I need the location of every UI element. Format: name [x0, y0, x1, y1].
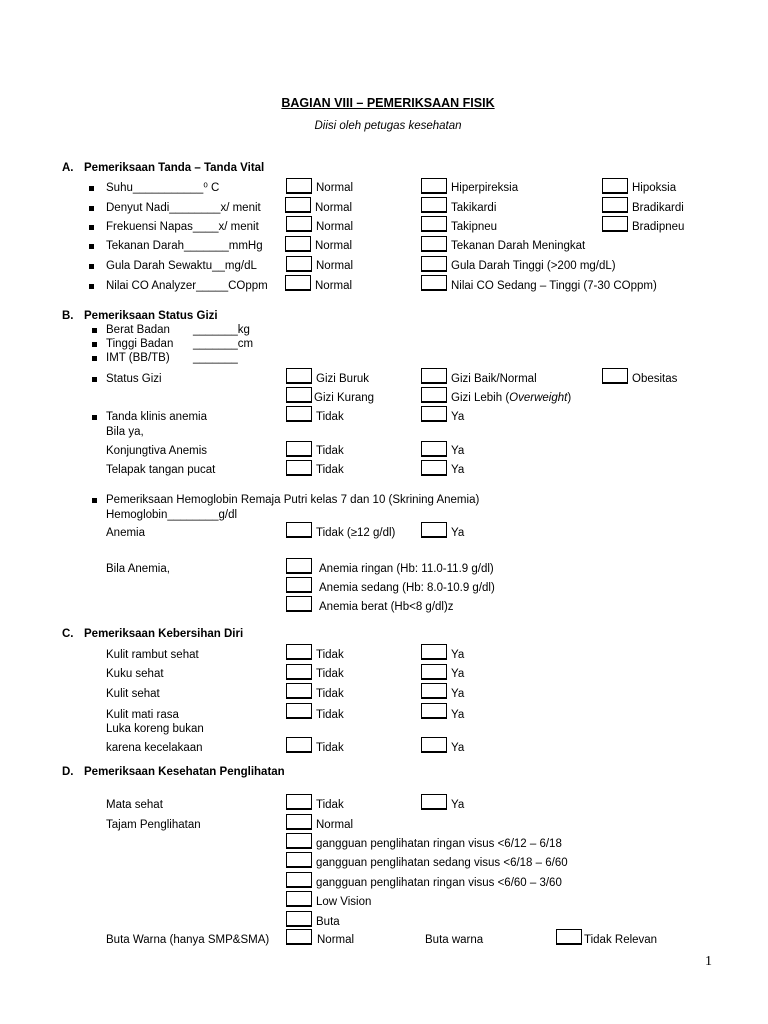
- low-vision-checkbox[interactable]: [286, 891, 312, 907]
- anemia-klinis-ya-checkbox[interactable]: [421, 406, 447, 422]
- kulit-mati-rasa-label: Kulit mati rasa: [106, 709, 179, 721]
- konjungtiva-tidak-checkbox[interactable]: [286, 441, 312, 457]
- bullet: [92, 377, 97, 382]
- mata-tidak-checkbox[interactable]: [286, 794, 312, 810]
- suhu-hiperpireksia-checkbox[interactable]: [421, 178, 447, 194]
- kuku-ya-checkbox[interactable]: [421, 664, 447, 680]
- tajam-penglihatan-label: Tajam Penglihatan: [106, 819, 201, 831]
- napas-label: Frekuensi Napas____x/ menit: [106, 221, 259, 233]
- suhu-hipoksia-label: Hipoksia: [632, 182, 677, 194]
- bullet: [89, 244, 94, 249]
- section-c-title: Pemeriksaan Kebersihan Diri: [84, 628, 244, 640]
- section-d-title: Pemeriksaan Kesehatan Penglihatan: [84, 766, 285, 778]
- buta-warna-option-label: Buta warna: [425, 934, 484, 946]
- anemia-klinis-ya-label: Ya: [451, 411, 465, 423]
- kuku-tidak-checkbox[interactable]: [286, 664, 312, 680]
- nadi-bradikardi-label: Bradikardi: [632, 202, 684, 214]
- telapak-ya-checkbox[interactable]: [421, 460, 447, 476]
- buta-warna-normal-checkbox[interactable]: [286, 929, 312, 945]
- bullet: [92, 415, 97, 420]
- luka-tidak-checkbox[interactable]: [286, 737, 312, 753]
- anemia-label: Anemia: [106, 527, 145, 539]
- kulit-sehat-ya-checkbox[interactable]: [421, 683, 447, 699]
- gula-normal-label: Normal: [316, 260, 354, 272]
- hb-title: Pemeriksaan Hemoglobin Remaja Putri kelas 7 dan 10 (Skrining Anemia): [106, 494, 480, 506]
- anemia-tidak-label: Tidak (≥12 g/dl): [316, 527, 396, 539]
- bullet: [89, 264, 94, 269]
- napas-normal-label: Normal: [316, 221, 354, 233]
- konjungtiva-ya-label: Ya: [451, 445, 465, 457]
- napas-takipneu-checkbox[interactable]: [421, 216, 447, 232]
- tajam-sedang-checkbox[interactable]: [286, 852, 312, 868]
- buta-warna-normal-label: Normal: [317, 934, 355, 946]
- kulit-rambut-ya-checkbox[interactable]: [421, 644, 447, 660]
- kulit-sehat-tidak-checkbox[interactable]: [286, 683, 312, 699]
- bullet: [92, 328, 97, 333]
- kuku-tidak-label: Tidak: [316, 668, 344, 680]
- imt-label: IMT (BB/TB): [106, 352, 170, 364]
- gizi-lebih-label: Gizi Lebih (Overweight): [451, 392, 572, 404]
- napas-normal-checkbox[interactable]: [286, 216, 312, 232]
- kulit-sehat-tidak-label: Tidak: [316, 688, 344, 700]
- low-vision-label: Low Vision: [316, 896, 372, 908]
- bullet: [92, 356, 97, 361]
- kuku-ya-label: Ya: [451, 668, 465, 680]
- kuku-label: Kuku sehat: [106, 668, 164, 680]
- anemia-ringan-checkbox[interactable]: [286, 558, 312, 574]
- suhu-hipoksia-checkbox[interactable]: [602, 178, 628, 194]
- mata-sehat-label: Mata sehat: [106, 799, 163, 811]
- napas-takipneu-label: Takipneu: [451, 221, 498, 233]
- gizi-lebih-checkbox[interactable]: [421, 387, 447, 403]
- kulit-mati-rasa-tidak-label: Tidak: [316, 709, 344, 721]
- kulit-rambut-tidak-label: Tidak: [316, 649, 344, 661]
- anemia-ya-label: Ya: [451, 527, 465, 539]
- imt-field[interactable]: _______: [193, 352, 238, 364]
- page-subtitle: Diisi oleh petugas kesehatan: [314, 120, 462, 132]
- gizi-baik-checkbox[interactable]: [421, 368, 447, 384]
- buta-label: Buta: [316, 916, 340, 928]
- bullet: [92, 498, 97, 503]
- suhu-normal-checkbox[interactable]: [286, 178, 312, 194]
- tekanan-darah-label: Tekanan Darah_______mmHg: [106, 240, 263, 252]
- luka-tidak-label: Tidak: [316, 742, 344, 754]
- kulit-mati-rasa-ya-checkbox[interactable]: [421, 703, 447, 719]
- gula-tinggi-label: Gula Darah Tinggi (>200 mg/dL): [451, 260, 616, 272]
- berat-badan-label: Berat Badan: [106, 324, 170, 336]
- buta-warna-label: Buta Warna (hanya SMP&SMA): [106, 934, 270, 946]
- kulit-rambut-ya-label: Ya: [451, 649, 465, 661]
- gizi-kurang-checkbox[interactable]: [286, 387, 312, 403]
- tinggi-badan-label: Tinggi Badan: [106, 338, 174, 350]
- telapak-ya-label: Ya: [451, 464, 465, 476]
- section-a-title: Pemeriksaan Tanda – Tanda Vital: [84, 162, 265, 174]
- kulit-rambut-label: Kulit rambut sehat: [106, 649, 199, 661]
- suhu-hiperpireksia-label: Hiperpireksia: [451, 182, 519, 194]
- co-normal-checkbox[interactable]: [285, 275, 311, 291]
- nadi-bradikardi-checkbox[interactable]: [602, 197, 628, 213]
- anemia-klinis-tidak-label: Tidak: [316, 411, 344, 423]
- tajam-normal-label: Normal: [316, 819, 354, 831]
- gula-normal-checkbox[interactable]: [286, 256, 312, 272]
- napas-bradipneu-checkbox[interactable]: [602, 216, 628, 232]
- tekanan-meningkat-checkbox[interactable]: [421, 236, 447, 252]
- napas-bradipneu-label: Bradipneu: [632, 221, 685, 233]
- anemia-berat-checkbox[interactable]: [286, 596, 312, 612]
- tajam-berat-label: gangguan penglihatan ringan visus <6/60 – 3/60: [316, 877, 562, 889]
- gizi-buruk-checkbox[interactable]: [286, 368, 312, 384]
- kulit-mati-rasa-tidak-checkbox[interactable]: [286, 703, 312, 719]
- anemia-sedang-checkbox[interactable]: [286, 577, 312, 593]
- tajam-ringan-checkbox[interactable]: [286, 833, 312, 849]
- berat-badan-field[interactable]: _______kg: [193, 324, 250, 336]
- gula-tinggi-checkbox[interactable]: [421, 256, 447, 272]
- konjungtiva-label: Konjungtiva Anemis: [106, 445, 208, 457]
- bila-ya-label: Bila ya,: [106, 426, 144, 438]
- bullet: [89, 225, 94, 230]
- tidak-relevan-checkbox[interactable]: [556, 929, 582, 945]
- kecelakaan-label: karena kecelakaan: [106, 742, 203, 754]
- telapak-label: Telapak tangan pucat: [106, 464, 216, 476]
- gizi-kurang-label: Gizi Kurang: [314, 392, 375, 404]
- konjungtiva-ya-checkbox[interactable]: [421, 441, 447, 457]
- tinggi-badan-field[interactable]: _______cm: [193, 338, 254, 350]
- obesitas-label: Obesitas: [632, 373, 678, 385]
- anemia-klinis-label: Tanda klinis anemia: [106, 411, 208, 423]
- anemia-ya-checkbox[interactable]: [421, 522, 447, 538]
- page-title: BAGIAN VIII – PEMERIKSAAN FISIK: [281, 96, 495, 110]
- bullet: [89, 186, 94, 191]
- nadi-takikardi-checkbox[interactable]: [421, 197, 447, 213]
- mata-ya-checkbox[interactable]: [421, 794, 447, 810]
- co-sedang-tinggi-label: Nilai CO Sedang – Tinggi (7-30 COppm): [451, 280, 657, 292]
- section-b-title: Pemeriksaan Status Gizi: [84, 310, 218, 322]
- buta-checkbox[interactable]: [286, 911, 312, 927]
- section-c-letter: C.: [62, 628, 74, 640]
- anemia-ringan-label: Anemia ringan (Hb: 11.0-11.9 g/dl): [319, 563, 494, 575]
- tekanan-normal-label: Normal: [315, 240, 353, 252]
- mata-ya-label: Ya: [451, 799, 465, 811]
- section-b-letter: B.: [62, 310, 74, 322]
- section-a-letter: A.: [62, 162, 74, 174]
- tidak-relevan-label: Tidak Relevan: [584, 934, 658, 946]
- bullet: [89, 206, 94, 211]
- bullet: [89, 284, 94, 289]
- anemia-berat-label: Anemia berat (Hb<8 g/dl)z: [319, 601, 454, 613]
- tekanan-normal-checkbox[interactable]: [285, 236, 311, 252]
- luka-ya-label: Ya: [451, 742, 465, 754]
- kulit-sehat-ya-label: Ya: [451, 688, 465, 700]
- anemia-klinis-tidak-checkbox[interactable]: [286, 406, 312, 422]
- tekanan-meningkat-label: Tekanan Darah Meningkat: [451, 240, 586, 252]
- page-number: 1: [705, 954, 712, 969]
- tajam-sedang-label: gangguan penglihatan sedang visus <6/18 – 6/60: [316, 857, 568, 869]
- status-gizi-label: Status Gizi: [106, 373, 162, 385]
- section-d-letter: D.: [62, 766, 74, 778]
- nadi-normal-label: Normal: [315, 202, 353, 214]
- nadi-label: Denyut Nadi________x/ menit: [106, 202, 261, 214]
- tajam-normal-checkbox[interactable]: [286, 814, 312, 830]
- gizi-buruk-label: Gizi Buruk: [316, 373, 370, 385]
- gizi-baik-label: Gizi Baik/Normal: [451, 373, 537, 385]
- co-sedang-tinggi-checkbox[interactable]: [421, 275, 447, 291]
- luka-koreng-label: Luka koreng bukan: [106, 723, 204, 735]
- tajam-ringan-label: gangguan penglihatan ringan visus <6/12 – 6/18: [316, 838, 562, 850]
- co-analyzer-label: Nilai CO Analyzer_____COppm: [106, 280, 268, 292]
- obesitas-checkbox[interactable]: [602, 368, 628, 384]
- nadi-takikardi-label: Takikardi: [451, 202, 497, 214]
- gula-darah-label: Gula Darah Sewaktu__mg/dL: [106, 260, 257, 272]
- anemia-tidak-checkbox[interactable]: [286, 522, 312, 538]
- anemia-sedang-label: Anemia sedang (Hb: 8.0-10.9 g/dl): [319, 582, 495, 594]
- hemoglobin-field[interactable]: Hemoglobin________g/dl: [106, 509, 238, 521]
- tajam-berat-checkbox[interactable]: [286, 872, 312, 888]
- luka-ya-checkbox[interactable]: [421, 737, 447, 753]
- kulit-sehat-label: Kulit sehat: [106, 688, 160, 700]
- konjungtiva-tidak-label: Tidak: [316, 445, 344, 457]
- nadi-normal-checkbox[interactable]: [285, 197, 311, 213]
- suhu-normal-label: Normal: [316, 182, 354, 194]
- kulit-mati-rasa-ya-label: Ya: [451, 709, 465, 721]
- kulit-rambut-tidak-checkbox[interactable]: [286, 644, 312, 660]
- mata-tidak-label: Tidak: [316, 799, 344, 811]
- telapak-tidak-label: Tidak: [316, 464, 344, 476]
- co-normal-label: Normal: [315, 280, 353, 292]
- suhu-label: Suhu___________⁰ C: [106, 182, 220, 194]
- bullet: [92, 342, 97, 347]
- telapak-tidak-checkbox[interactable]: [286, 460, 312, 476]
- bila-anemia-label: Bila Anemia,: [106, 563, 170, 575]
